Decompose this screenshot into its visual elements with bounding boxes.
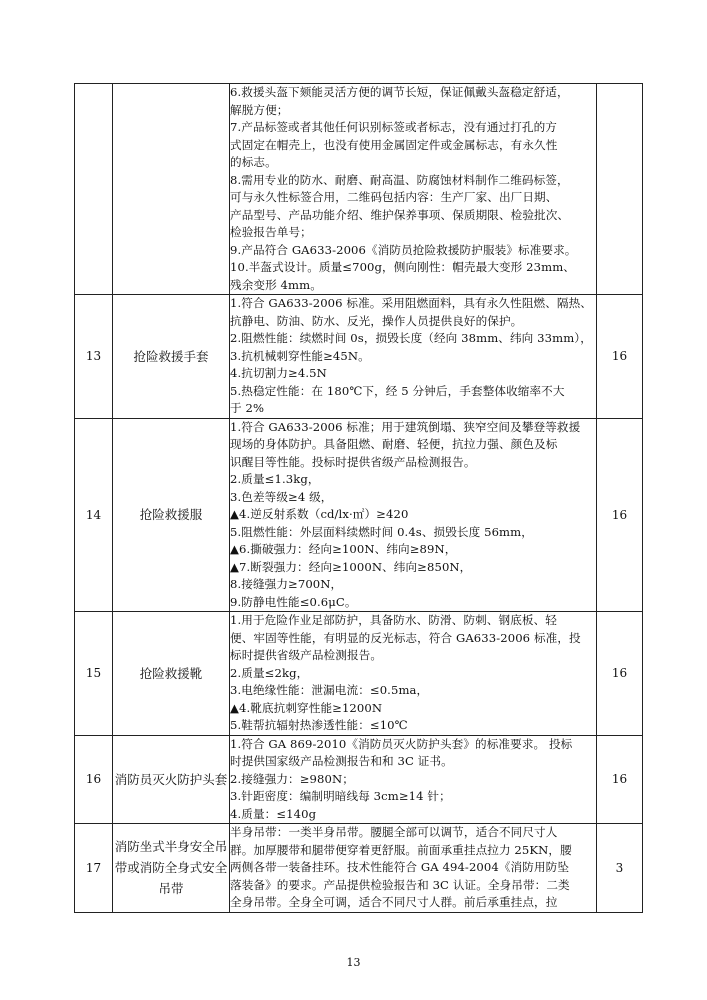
table-row (75, 612, 643, 736)
table-row (75, 735, 643, 824)
spec-line: ▲6.撕破强力：经向≥100N、纬向≥89N， (230, 542, 457, 556)
spec-line: 1.符合 GA633-2006 标准；用于建筑倒塌、狭窄空间及攀登等救援 (230, 419, 581, 434)
item-quantity (597, 84, 643, 295)
spec-line: 现场的身体防护。具备阻燃、耐磨、轻便，抗拉力强、颜色及标 (230, 437, 558, 451)
table-row (75, 824, 643, 913)
item-number: 14 (75, 418, 113, 612)
spec-line: 9.防静电性能≤0.6μC。 (230, 594, 357, 609)
item-number: 17 (75, 824, 113, 913)
item-name: 抢险救援手套 (113, 295, 230, 419)
spec-line: 全身吊带。全身全可调，适合不同尺寸人群。前后承重挂点，拉 (230, 895, 558, 909)
item-number: 13 (75, 295, 113, 419)
item-number: 16 (75, 735, 113, 824)
spec-line: 4.质量：≤140g (230, 806, 317, 821)
spec-table-body (75, 84, 643, 913)
spec-line: 标时提供省级产品检测报告。 (230, 648, 383, 662)
spec-line: 检验报告单号； (230, 225, 312, 239)
spec-line: 1.用于危险作业足部防护，具备防水、防滑、防刺、钢底板、轻 (230, 613, 557, 627)
spec-line: 落装备》的要求。产品提供检验报告和 3C 认证。全身吊带：二类 (230, 877, 570, 892)
item-specification (230, 735, 597, 824)
item-name: 消防坐式半身安全吊带或消防全身式安全吊带 (113, 824, 230, 913)
spec-line: ▲4.逆反射系数（cd/lx·㎡）≥420 (230, 507, 409, 521)
item-specification (230, 295, 597, 419)
spec-line: 1.符合 GA 869-2010《消防员灭火防护头套》的标准要求。 投标 (230, 736, 573, 751)
spec-line: 1.符合 GA633-2006 标准。采用阻燃面料，具有永久性阻燃、隔热、 (230, 296, 592, 310)
spec-line: 2.质量≤1.3kg， (230, 472, 320, 486)
spec-line: ▲4.靴底抗刺穿性能≥1200N (230, 700, 383, 715)
item-number: 15 (75, 612, 113, 736)
spec-line: 3.色差等级≥4 级， (230, 489, 333, 504)
spec-line: 3.针距密度：编制明暗线每 3cm≥14 针； (230, 789, 451, 803)
spec-line: ▲7.断裂强力：经向≥1000N、纬向≥850N， (230, 559, 472, 574)
item-name (113, 84, 230, 295)
equipment-spec-table (74, 83, 643, 913)
spec-line: 时提供国家级产品检测报告和和 3C 证书。 (230, 754, 453, 768)
spec-line: 10.半盔式设计。质量≤700g，侧向刚性：帽壳最大变形 23mm、 (230, 260, 575, 274)
table-row (75, 418, 643, 612)
spec-line: 7.产品标签或者其他任何识别标签或者标志，没有通过打孔的方 (230, 120, 557, 134)
page-number: 13 (346, 956, 361, 969)
item-name: 抢险救援服 (113, 418, 230, 612)
spec-line: 可与永久性标签合用，二维码包括内容：生产厂家、出厂日期、 (230, 190, 558, 204)
spec-line: 8.接缝强力≥700N， (230, 577, 343, 591)
item-specification (230, 418, 597, 612)
spec-line: 2.阻燃性能：续燃时间 0s，损毁长度（经向 38mm、纬向 33mm）， (230, 331, 592, 345)
spec-line: 4.抗切割力≥4.5N (230, 366, 327, 380)
item-quantity: 16 (597, 735, 643, 824)
spec-line: 3.电绝缘性能：泄漏电流：≤0.5ma， (230, 683, 429, 697)
item-specification (230, 824, 597, 913)
spec-line: 产品型号、产品功能介绍、维护保养事项、保质期限、检验批次、 (230, 207, 570, 222)
item-name: 抢险救援靴 (113, 612, 230, 736)
spec-line: 抗静电、防油、防水、反光，操作人员提供良好的保护。 (230, 313, 523, 328)
spec-line: 识醒目等性能。投标时提供省级产品检测报告。 (230, 454, 476, 469)
spec-line: 残余变形 4mm。 (230, 277, 322, 292)
spec-line: 两侧各带一装备挂环。技术性能符合 GA 494-2004《消防用防坠 (230, 860, 570, 874)
item-specification (230, 84, 597, 295)
item-quantity: 16 (597, 418, 643, 612)
item-number (75, 84, 113, 295)
spec-line: 5.阻燃性能：外层面料续燃时间 0.4s、损毁长度 56mm， (230, 524, 533, 539)
spec-line: 群。加厚腰带和腿带便穿着更舒服。前面承重挂点拉力 25KN，腰 (230, 842, 572, 857)
item-name: 消防员灭火防护头套 (113, 735, 230, 824)
spec-line: 式固定在帽壳上，也没有使用金属固定件或金属标志，有永久性 (230, 137, 558, 152)
spec-line: 5.鞋帮抗辐射热渗透性能：≤10℃ (230, 718, 408, 732)
spec-line: 5.热稳定性能：在 180℃下，经 5 分钟后，手套整体收缩率不大 (230, 383, 565, 398)
spec-line: 8.需用专业的防水、耐磨、耐高温、防腐蚀材料制作二维码标签， (230, 172, 569, 187)
item-quantity: 3 (597, 824, 643, 913)
spec-line: 解脱方便； (230, 102, 289, 117)
spec-line: 6.救援头盔下颏能灵活方便的调节长短，保证佩戴头盔稳定舒适， (230, 85, 569, 99)
spec-line: 9.产品符合 GA633-2006《消防员抢险救援防护服装》标准要求。 (230, 242, 577, 257)
spec-line: 3.抗机械刺穿性能≥45N。 (230, 348, 370, 363)
table-row (75, 295, 643, 419)
item-quantity: 16 (597, 295, 643, 419)
spec-line: 2.接缝强力：≥980N； (230, 771, 354, 786)
spec-line: 于 2% (230, 401, 265, 415)
item-quantity: 16 (597, 612, 643, 736)
spec-line: 的标志。 (230, 155, 277, 169)
spec-line: 2.质量≤2kg， (230, 665, 309, 680)
spec-line: 便、牢固等性能，有明显的反光标志，符合 GA633-2006 标准，投 (230, 630, 581, 645)
item-specification (230, 612, 597, 736)
spec-line: 半身吊带：一类半身吊带。腰腿全部可以调节，适合不同尺寸人 (230, 825, 558, 839)
table-row (75, 84, 643, 295)
